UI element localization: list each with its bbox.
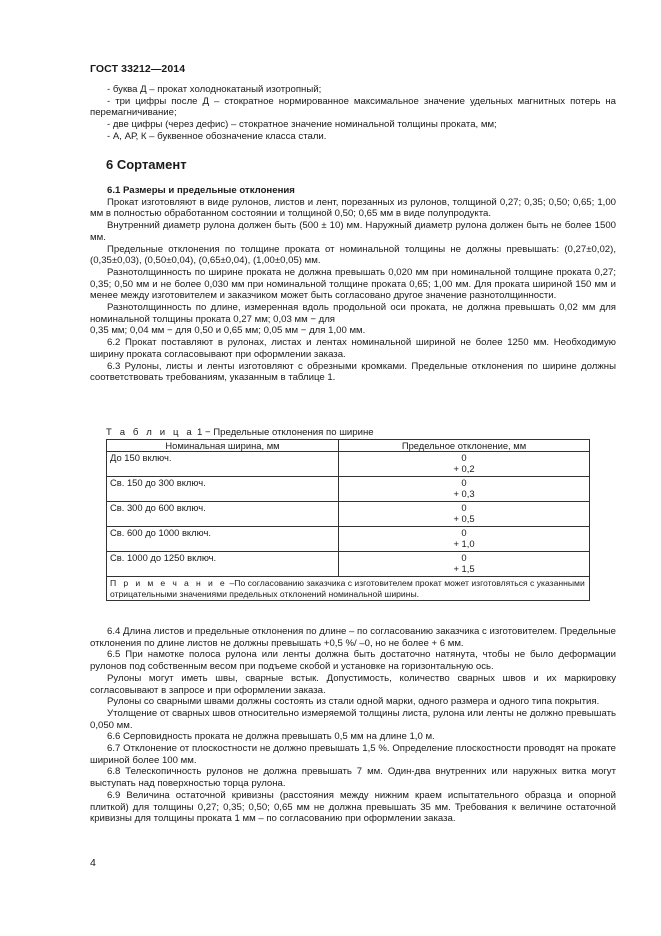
paragraph: 6.5 При намотке полоса рулона или ленты должна быть достаточно натянута, чтобы не было деформации рулонов под собственным весом при подъеме скобой и установке на горизонтальную ось. <box>90 649 616 673</box>
list-item: - А, АР, К – буквенное обозначение класса стали. <box>107 130 327 142</box>
table-row <box>107 552 590 577</box>
paragraph: 6.6 Серповидность проката не должна превышать 0,5 мм на длине 1,0 м. <box>107 731 435 743</box>
table-note-label: П р и м е ч а н и е <box>110 578 228 588</box>
width-cell: Св. 600 до 1000 включ. <box>107 527 339 552</box>
paragraph: 6.3 Рулоны, листы и ленты изготовляют с обрезными кромками. Предельные отклонения по ширине должны соответствовать требованиям, указанным в таблице 1. <box>90 360 616 384</box>
paragraph: Предельные отклонения по толщине проката от номинальной толщины не должны превышать: (0,27±0,02), (0,35±0,03), (0,50±0,04), (0,65±0,04), (1,00±0,05) мм. <box>90 243 616 267</box>
deviation-cell <box>339 477 590 502</box>
deviation-upper: + 1,5 <box>453 563 475 574</box>
paragraph: Утолщение от сварных швов относительно измеряемой толщины листа, рулона или ленты не должно превышать 0,050 мм. <box>90 707 616 731</box>
deviation-upper: + 0,5 <box>453 513 475 524</box>
deviation-upper: + 0,2 <box>453 463 475 474</box>
list-item: - буква Д – прокат холоднокатаный изотропный; <box>107 84 322 95</box>
deviation-cell <box>339 552 590 577</box>
paragraph: 6.7 Отклонение от плоскостности не должно превышать 1,5 %. Определение плоскостности проводят на прокате шириной более 100 мм. <box>90 743 616 766</box>
document-header: ГОСТ 33212—2014 <box>90 63 186 75</box>
subsection-title: 6.1 Размеры и предельные отклонения <box>107 185 295 196</box>
tolerance-table <box>106 439 590 601</box>
table-header-row <box>107 440 590 452</box>
designation-list <box>90 84 616 143</box>
paragraph: 6.9 Величина остаточной кривизны (расстояния между нижним краем испытательного образца и опорной плиткой) для толщины 0,27; 0,35; 0,50; 0,65 мм не должна превышать 35 мм. Требования к величине остаточной кривизны для толщины проката 1 мм – по согласованию при оформлении заказа. <box>90 789 616 825</box>
table-row <box>107 502 590 527</box>
table-note-row <box>107 577 590 601</box>
table-row <box>107 527 590 552</box>
deviation-lower: 0 <box>461 477 467 488</box>
paragraph: Разнотолщинность по длине, измеренная вдоль продольной оси проката, не должна превышать 0,02 мм для номинальной толщины проката 0,27 мм; 0,03 мм − для <box>90 302 616 325</box>
deviation-cell <box>339 452 590 477</box>
width-cell: До 150 включ. <box>107 452 339 477</box>
column-header-deviation: Предельное отклонение, мм <box>339 440 590 452</box>
section-body-a <box>90 185 616 384</box>
paragraph: Прокат изготовляют в виде рулонов, листов и лент, порезанных из рулонов, толщиной 0,27; 0,35; 0,50; 0,65; 1,00 мм в полностью обработанном состоянии и толщиной 0,50; 0,65 мм в виде полупродукта. <box>90 196 616 220</box>
width-cell: Св. 1000 до 1250 включ. <box>107 552 339 577</box>
section-body-b <box>90 626 616 825</box>
section-title: 6 Сортамент <box>106 157 187 172</box>
table-note <box>107 577 590 601</box>
deviation-upper: + 1,0 <box>453 538 475 549</box>
paragraph: 6.4 Длина листов и предельные отклонения по длине – по согласованию заказчика с изготовителем. Предельные отклонения по длине листов не должны превышать +0,5 %/ –0, но не более + 6 мм. <box>90 626 616 649</box>
width-cell: Св. 150 до 300 включ. <box>107 477 339 502</box>
paragraph: 6.8 Телескопичность рулонов не должна превышать 7 мм. Один-два внутренних или наружных витка могут выступать над поверхностью торца рулона. <box>90 766 616 790</box>
paragraph: 0,35 мм; 0,04 мм − для 0,50 и 0,65 мм; 0,05 мм − для 1,00 мм. <box>90 325 366 337</box>
paragraph: Внутренний диаметр рулона должен быть (500 ± 10) мм. Наружный диаметр рулона должен быть не более 1500 мм. <box>90 220 616 243</box>
deviation-lower: 0 <box>461 502 467 513</box>
deviation-upper: + 0,3 <box>453 488 475 499</box>
paragraph: Рулоны могут иметь швы, сварные встык. Допустимость, количество сварных швов и их маркировку согласовывают в запросе и при оформлении заказа. <box>90 672 616 696</box>
table-caption <box>106 427 374 438</box>
page-number: 4 <box>90 857 96 869</box>
paragraph: 6.2 Прокат поставляют в рулонах, листах и лентах номинальной шириной не более 1250 мм. Необходимую ширину проката согласовывают при оформлении заказа. <box>90 337 616 360</box>
deviation-lower: 0 <box>461 552 467 563</box>
width-cell: Св. 300 до 600 включ. <box>107 502 339 527</box>
paragraph: Разнотолщинность по ширине проката не должна превышать 0,020 мм при номинальной толщине проката 0,27; 0,35; 0,50 мм и не более 0,030 мм при номинальной толщине проката 0,65; 1,00 мм. Для проката шириной 150 мм и менее между изготовителем и заказчиком может быть согласовано другое значение разнотолщинности. <box>90 266 616 302</box>
table-caption-text: 1 − Предельные отклонения по ширине <box>194 427 374 438</box>
deviation-lower: 0 <box>461 452 467 463</box>
paragraph: Рулоны со сварными швами должны состоять из стали одной марки, одного размера и одного типа покрытия. <box>107 696 600 708</box>
deviation-lower: 0 <box>461 527 467 538</box>
deviation-cell <box>339 502 590 527</box>
table-row <box>107 452 590 477</box>
list-item: - три цифры после Д – стократное нормированное максимальное значение удельных магнитных потерь на перемагничивание; <box>90 95 616 119</box>
table-row <box>107 477 590 502</box>
deviation-cell <box>339 527 590 552</box>
column-header-width: Номинальная ширина, мм <box>107 440 339 452</box>
table-note-text: –По согласованию заказчика с изготовителем прокат может изготовляться с указанными отрицательными значениями предельных отклонений номинальной ширины. <box>110 578 585 599</box>
list-item: - две цифры (через дефис) – стократное значение номинальной толщины проката, мм; <box>107 119 497 131</box>
table-caption-label: Т а б л и ц а <box>106 427 195 438</box>
